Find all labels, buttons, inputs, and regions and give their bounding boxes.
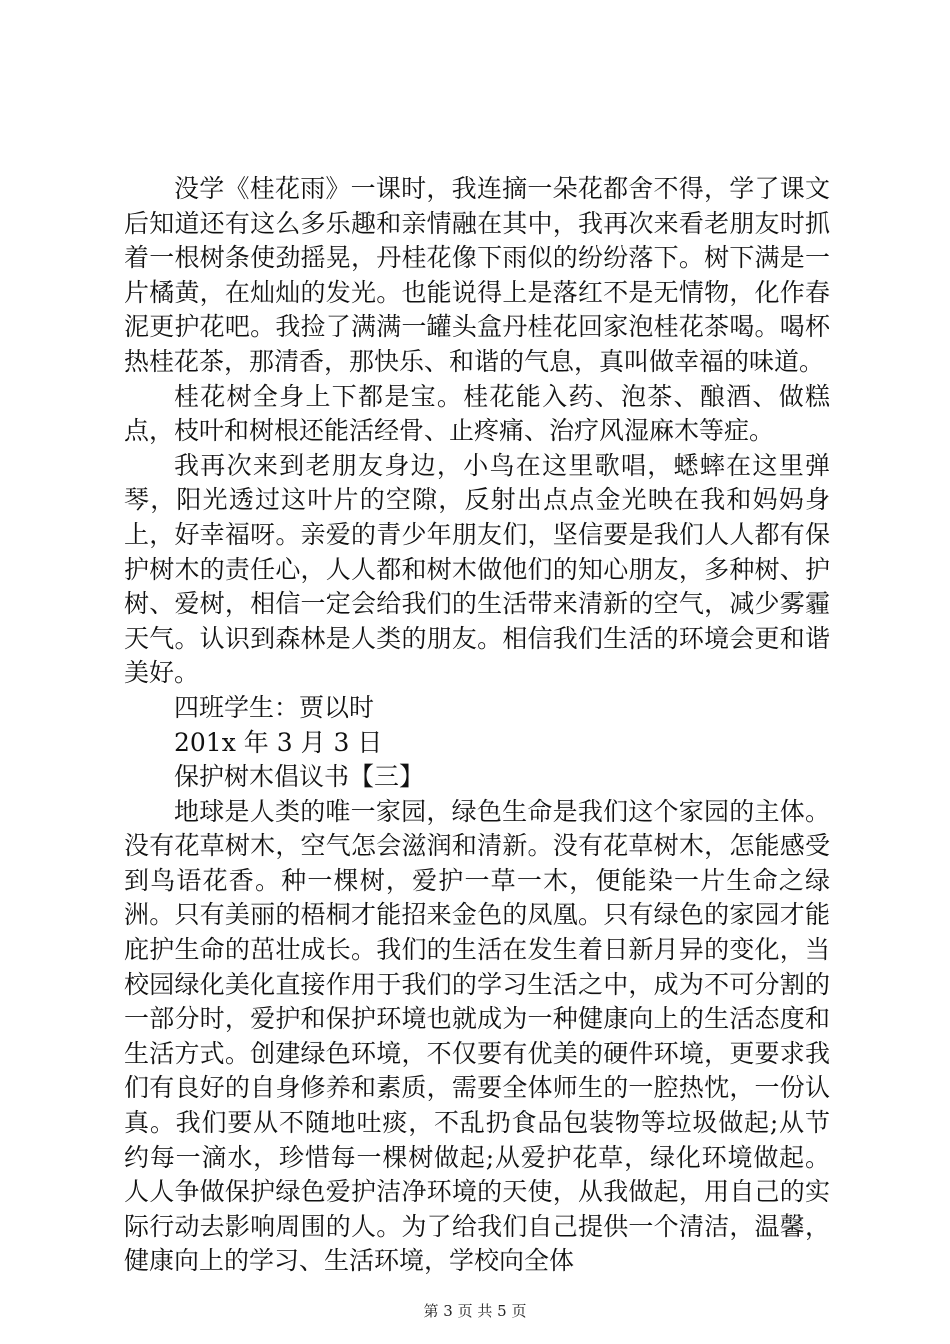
page-footer: 第 3 页 共 5 页 (423, 1302, 527, 1320)
signature: 四班学生：贾以时 (174, 692, 375, 722)
document-body (124, 172, 830, 1279)
paragraph-osmanthus-rain: 没学《桂花雨》一课时，我连摘一朵花都舍不得，学了课文后知道还有这么多乐趣和亲情融在其中，我再次来看老朋友时抓着一根树条使劲摇晃，丹桂花像下雨似的纷纷落下。树下满是一片橘黄，在灿灿的发光。也能说得上是落红不是无情物，化作春泥更护花吧。我捡了满满一罐头盒丹桂花回家泡桂花茶喝。喝杯热桂花茶，那清香，那快乐、和谐的气息，真叫做幸福的味道。 (124, 174, 830, 376)
paragraph-earth-home: 地球是人类的唯一家园，绿色生命是我们这个家园的主体。没有花草树木，空气怎会滋润和清新。没有花草树木，怎能感受到鸟语花香。种一棵树，爱护一草一木，便能染一片生命之绿洲。只有美丽的梧桐才能招来金色的凤凰。只有绿色的家园才能庇护生命的茁壮成长。我们的生活在发生着日新月异的变化，当校园绿化美化直接作用于我们的学习生活之中，成为不可分割的一部分时，爱护和保护环境也就成为一种健康向上的生活态度和生活方式。创建绿色环境，不仅要有优美的硬件环境，更要求我们有良好的自身修养和素质，需要全体师生的一腔热忱，一份认真。我们要从不随地吐痰，不乱扔食品包装物等垃圾做起;从节约每一滴水，珍惜每一棵树做起;从爱护花草，绿化环境做起。人人争做保护绿色爱护洁净环境的天使，从我做起，用自己的实际行动去影响周围的人。为了给我们自己提供一个清洁，温馨，健康向上的学习、生活环境，学校向全体 (124, 796, 830, 1276)
paragraph-osmanthus-uses: 桂花树全身上下都是宝。桂花能入药、泡茶、酿酒、做糕点，枝叶和树根还能活经骨、止疼痛、治疗风湿麻木等症。 (124, 381, 830, 446)
paragraph-old-friend: 我再次来到老朋友身边，小鸟在这里歌唱，蟋蟀在这里弹琴，阳光透过这叶片的空隙，反射出点点金光映在我和妈妈身上，好幸福呀。亲爱的青少年朋友们，坚信要是我们人人都有保护树木的责任心，人人都和树木做他们的知心朋友，多种树、护树、爱树，相信一定会给我们的生活带来清新的空气，减少雾霾天气。认识到森林是人类的朋友。相信我们生活的环境会更和谐美好。 (124, 450, 830, 688)
date: 201x 年 3 月 3 日 (174, 727, 383, 757)
section-title: 保护树木倡议书【三】 (174, 762, 425, 792)
